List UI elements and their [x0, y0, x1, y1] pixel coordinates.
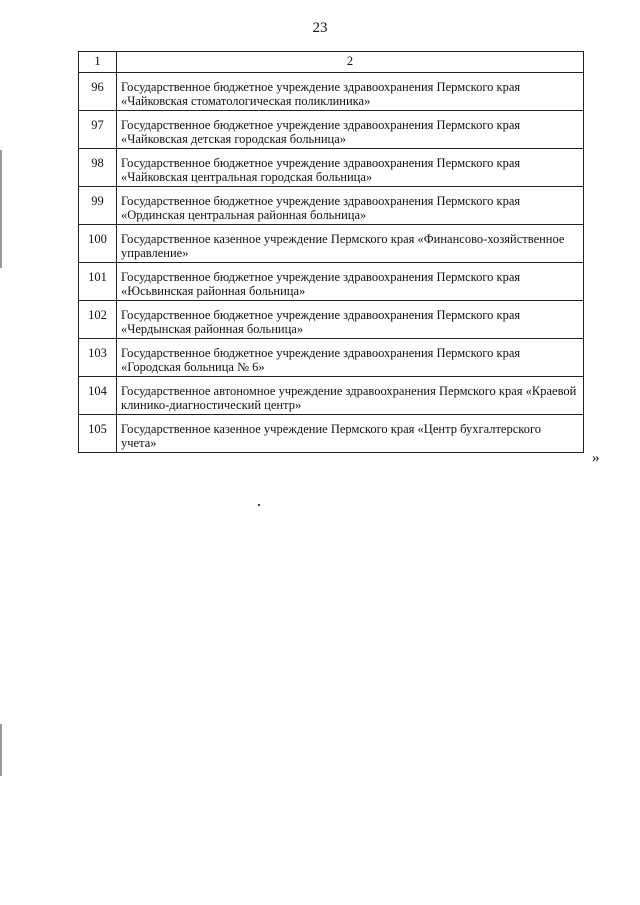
- row-number: 105: [79, 415, 117, 453]
- row-number: 98: [79, 149, 117, 187]
- institution-name: Государственное бюджетное учреждение здравоохранения Пермского края «Юсьвинская районная больница»: [117, 263, 584, 301]
- institution-name: Государственное казенное учреждение Пермского края «Финансово-хозяйственное управление»: [117, 225, 584, 263]
- scan-edge-mark: [0, 724, 2, 776]
- row-number: 96: [79, 73, 117, 111]
- institution-name: Государственное бюджетное учреждение здравоохранения Пермского края «Ординская центральная районная больница»: [117, 187, 584, 225]
- table-row: [79, 225, 584, 263]
- table-row: [79, 339, 584, 377]
- table-row: [79, 149, 584, 187]
- scan-edge-mark: [0, 150, 2, 268]
- table-row: [79, 415, 584, 453]
- institution-name: Государственное бюджетное учреждение здравоохранения Пермского края «Чайковская стоматологическая поликлиника»: [117, 73, 584, 111]
- institutions-table: [78, 51, 584, 453]
- institution-name: Государственное казенное учреждение Пермского края «Центр бухгалтерского учета»: [117, 415, 584, 453]
- table-header-row: [79, 52, 584, 73]
- scan-dot: [258, 504, 260, 506]
- institution-name: Государственное бюджетное учреждение здравоохранения Пермского края «Чайковская детская городская больница»: [117, 111, 584, 149]
- table-row: [79, 301, 584, 339]
- institution-name: Государственное бюджетное учреждение здравоохранения Пермского края «Городская больница № 6»: [117, 339, 584, 377]
- row-number: 100: [79, 225, 117, 263]
- column-header-number: 1: [79, 52, 117, 73]
- table-row: [79, 377, 584, 415]
- row-number: 104: [79, 377, 117, 415]
- table-row: [79, 187, 584, 225]
- row-number: 99: [79, 187, 117, 225]
- page-number: 23: [312, 20, 328, 36]
- table-row: [79, 263, 584, 301]
- table-row: [79, 73, 584, 111]
- institution-name: Государственное автономное учреждение здравоохранения Пермского края «Краевой клинико-диагностический центр»: [117, 377, 584, 415]
- column-header-name: 2: [117, 52, 584, 73]
- table-row: [79, 111, 584, 149]
- closing-quote: »: [592, 450, 600, 466]
- institution-name: Государственное бюджетное учреждение здравоохранения Пермского края «Чердынская районная больница»: [117, 301, 584, 339]
- row-number: 101: [79, 263, 117, 301]
- row-number: 97: [79, 111, 117, 149]
- row-number: 103: [79, 339, 117, 377]
- institution-name: Государственное бюджетное учреждение здравоохранения Пермского края «Чайковская центральная городская больница»: [117, 149, 584, 187]
- row-number: 102: [79, 301, 117, 339]
- table-body: [79, 73, 584, 453]
